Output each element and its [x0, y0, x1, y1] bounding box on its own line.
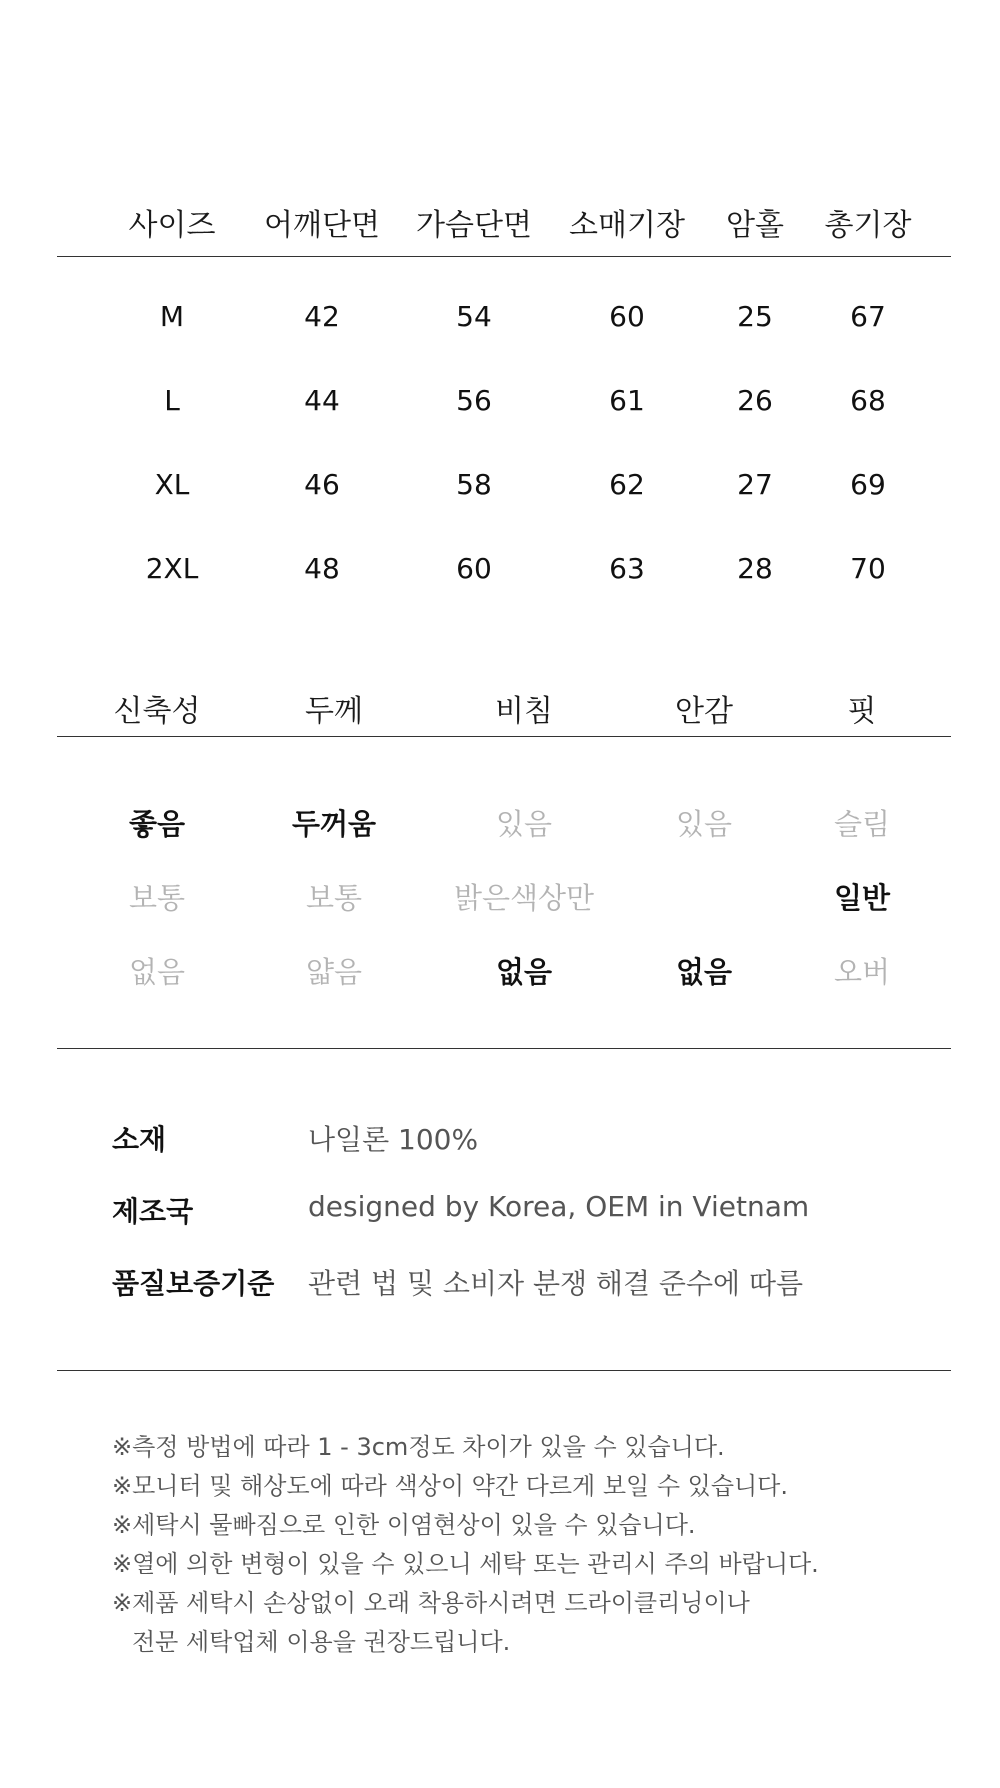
- size-cell: 54: [456, 300, 492, 333]
- note-line: ※모니터 및 해상도에 따라 색상이 약간 다르게 보일 수 있습니다.: [112, 1472, 788, 1500]
- size-cell: 2XL: [145, 552, 199, 585]
- note-line: ※세탁시 물빠짐으로 인한 이염현상이 있을 수 있습니다.: [112, 1511, 696, 1539]
- feature-header-sheerness: 비침: [495, 694, 553, 729]
- feature-option: 있음: [675, 807, 733, 841]
- size-cell: 63: [609, 552, 645, 585]
- info-label: 소재: [112, 1123, 167, 1156]
- size-header-chest: 가슴단면: [416, 208, 532, 243]
- size-cell: 28: [737, 552, 773, 585]
- note-line: ※열에 의한 변형이 있을 수 있으니 세탁 또는 관리시 주의 바랍니다.: [112, 1550, 819, 1578]
- size-cell: 62: [609, 468, 645, 501]
- feature-header-divider: [57, 736, 951, 737]
- feature-option-selected: 두꺼움: [291, 807, 377, 841]
- size-cell: L: [164, 384, 180, 417]
- feature-option-selected: 없음: [675, 955, 733, 989]
- care-notes: [112, 1428, 819, 1662]
- feature-option: 얇음: [305, 955, 363, 989]
- note-line: ※측정 방법에 따라 1 - 3cm정도 차이가 있을 수 있습니다.: [112, 1433, 725, 1461]
- size-cell: 56: [456, 384, 492, 417]
- size-header-size: 사이즈: [128, 208, 216, 243]
- size-cell: 46: [304, 468, 340, 501]
- feature-header-stretch: 신축성: [113, 694, 201, 729]
- feature-option: 없음: [128, 955, 186, 989]
- feature-option-selected: 없음: [495, 955, 553, 989]
- info-value: designed by Korea, OEM in Vietnam: [308, 1190, 810, 1223]
- size-cell: 58: [456, 468, 492, 501]
- size-cell: 68: [850, 384, 886, 417]
- size-header-length: 총기장: [824, 208, 912, 243]
- size-cell: XL: [154, 468, 190, 501]
- size-cell: 69: [850, 468, 886, 501]
- feature-header-thickness: 두께: [305, 694, 363, 729]
- feature-option: 슬림: [833, 807, 891, 841]
- size-header-divider: [57, 256, 951, 257]
- info-value: 나일론 100%: [308, 1123, 479, 1156]
- info-section-divider: [57, 1370, 951, 1371]
- note-line: 전문 세탁업체 이용을 권장드립니다.: [132, 1628, 511, 1656]
- size-cell: 60: [609, 300, 645, 333]
- size-cell: 42: [304, 300, 340, 333]
- feature-option-selected: 일반: [833, 881, 891, 915]
- size-cell: 26: [737, 384, 773, 417]
- size-cell: 61: [609, 384, 645, 417]
- size-header-sleeve: 소매기장: [569, 208, 685, 243]
- size-cell: 60: [456, 552, 492, 585]
- feature-section-divider: [57, 1048, 951, 1049]
- feature-header-lining: 안감: [675, 694, 733, 729]
- size-cell: 67: [850, 300, 886, 333]
- size-cell: 27: [737, 468, 773, 501]
- info-value: 관련 법 및 소비자 분쟁 해결 준수에 따름: [308, 1267, 804, 1300]
- size-cell: 44: [304, 384, 340, 417]
- size-cell: 25: [737, 300, 773, 333]
- size-header-armhole: 암홀: [726, 208, 784, 243]
- note-line: ※제품 세탁시 손상없이 오래 착용하시려면 드라이클리닝이나: [112, 1589, 750, 1617]
- feature-option: 보통: [305, 881, 363, 915]
- feature-option: 있음: [495, 807, 553, 841]
- size-cell: M: [159, 300, 185, 333]
- feature-option-selected: 좋음: [128, 807, 186, 841]
- info-label: 품질보증기준: [112, 1267, 275, 1300]
- feature-option: 밝은색상만: [453, 881, 595, 915]
- feature-option: 오버: [833, 955, 891, 989]
- feature-option: 보통: [128, 881, 186, 915]
- feature-header-fit: 핏: [847, 694, 877, 729]
- size-header-shoulder: 어깨단면: [264, 208, 380, 243]
- info-label: 제조국: [112, 1195, 194, 1228]
- size-cell: 48: [304, 552, 340, 585]
- size-cell: 70: [850, 552, 886, 585]
